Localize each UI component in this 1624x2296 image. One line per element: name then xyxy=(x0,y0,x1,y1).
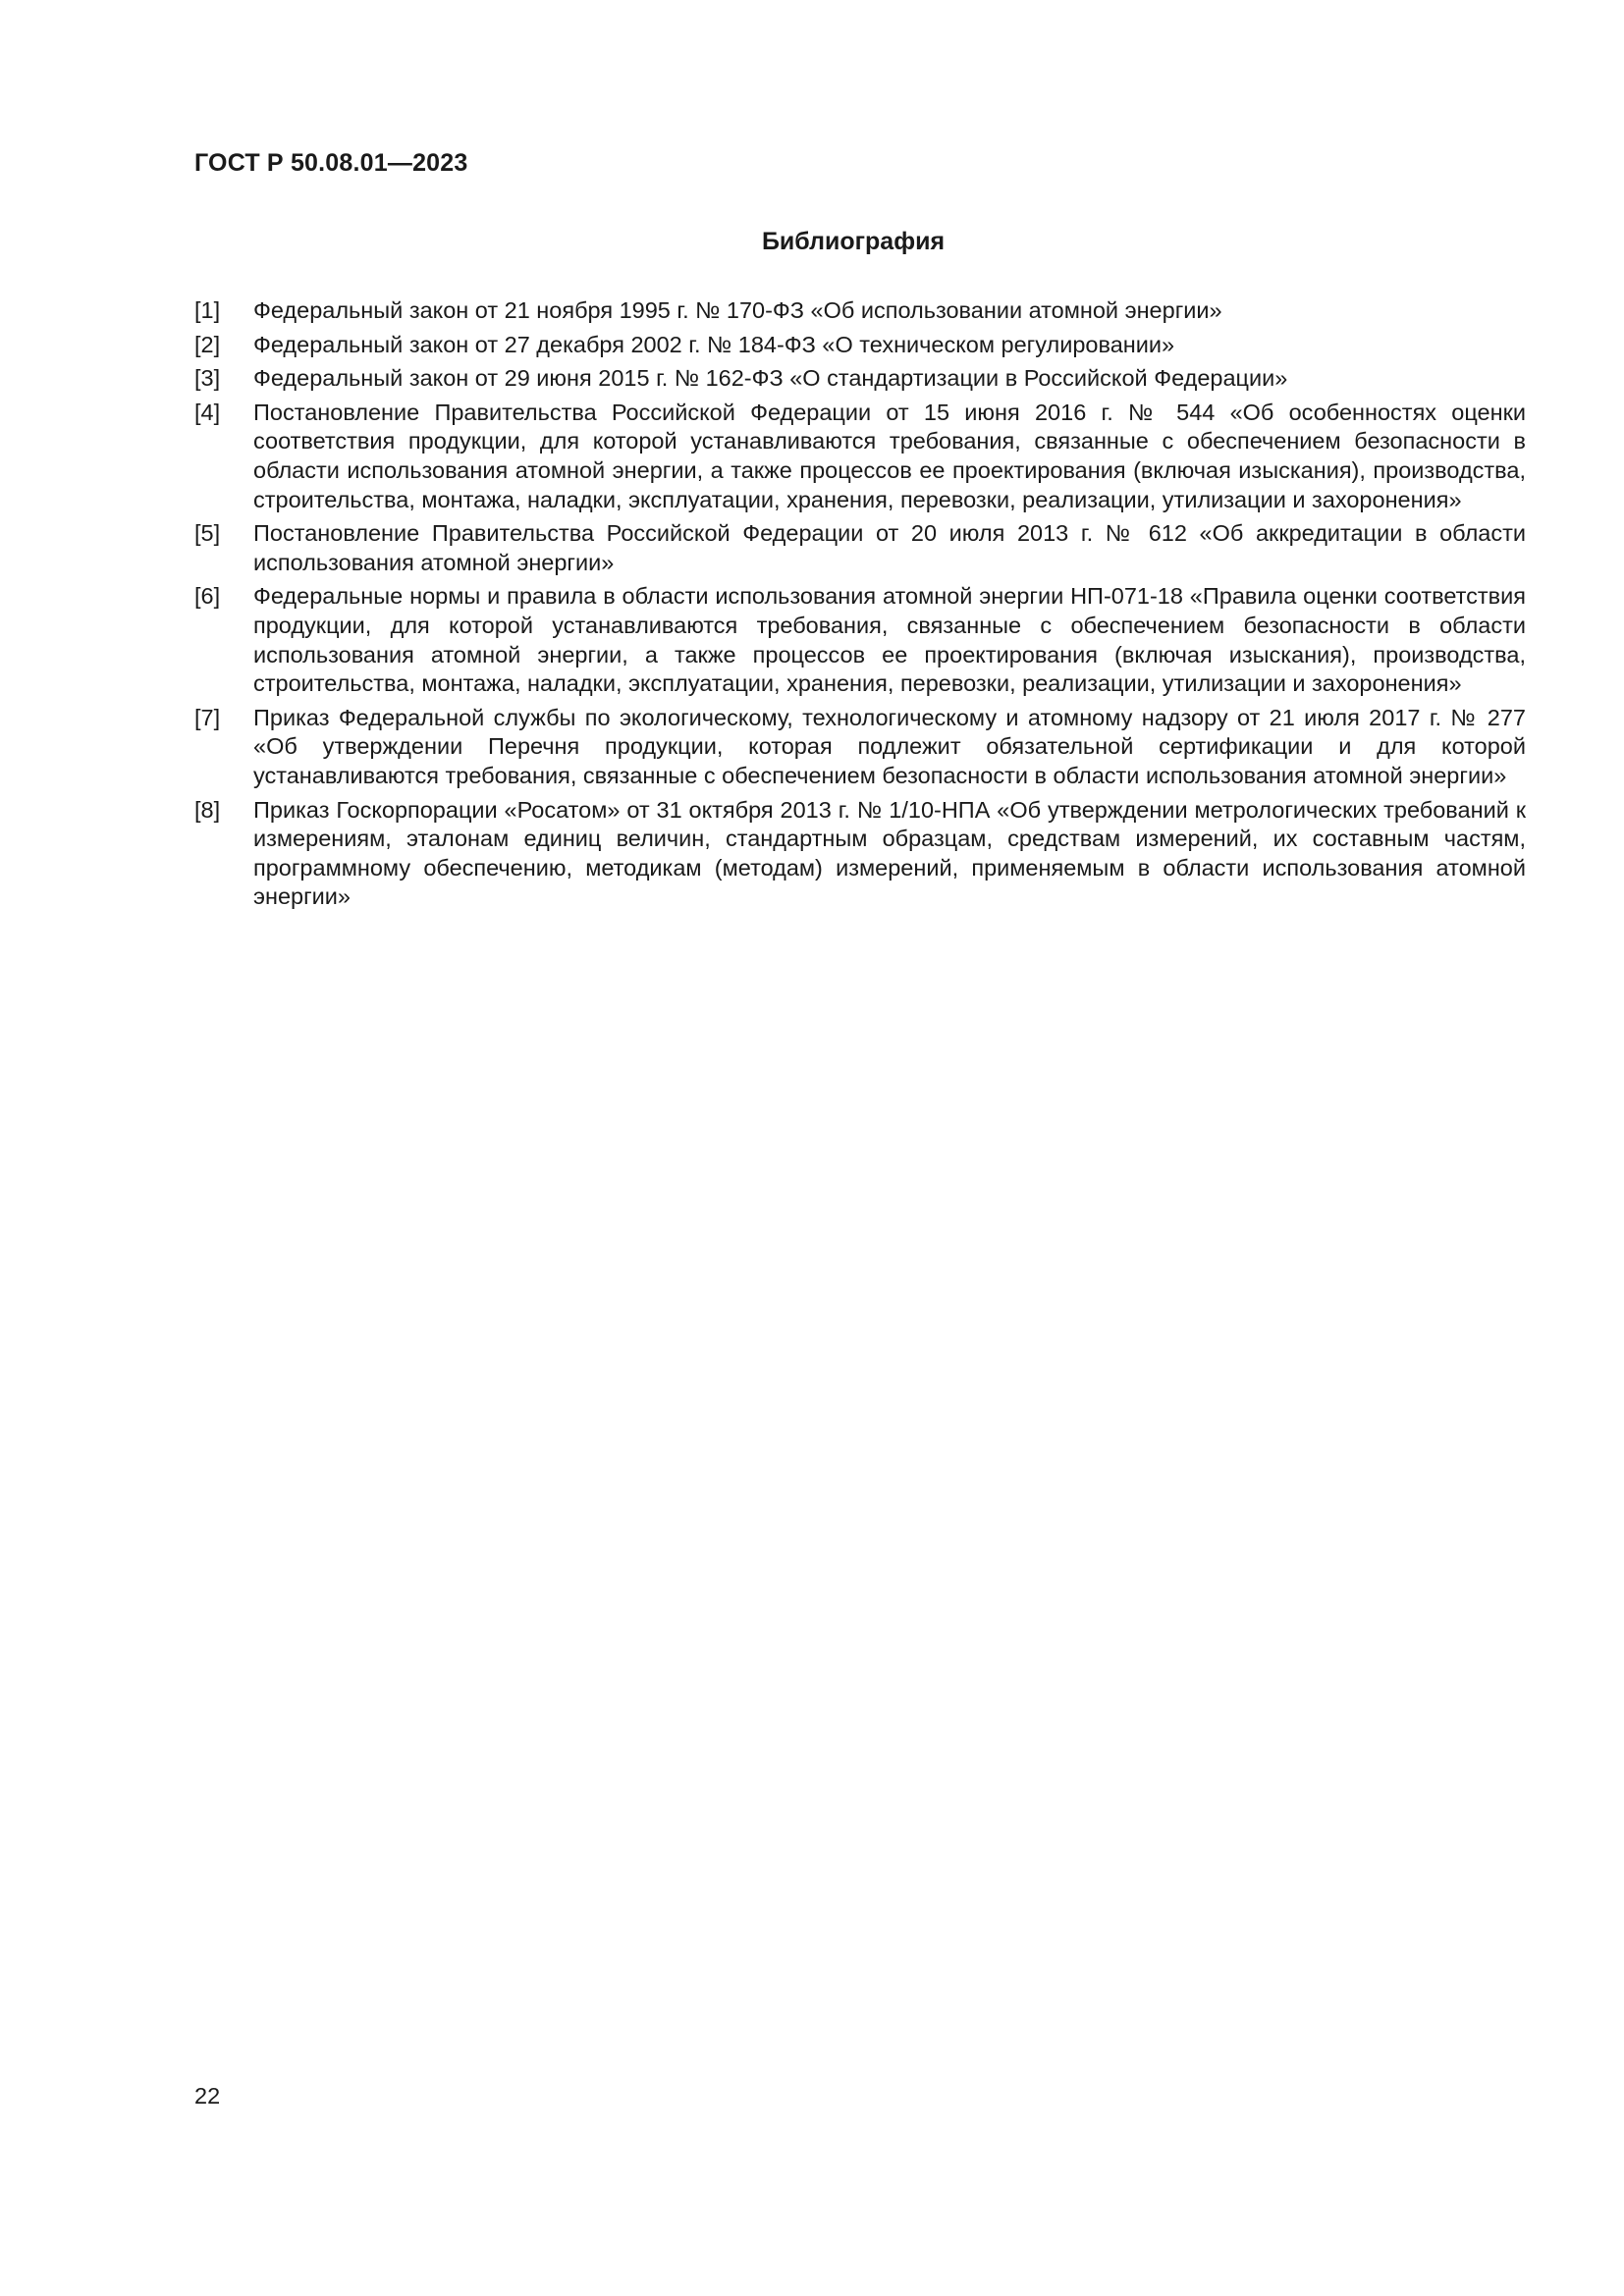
bibliography-item-text: Приказ Госкорпорации «Росатом» от 31 октября 2013 г. № 1/10-НПА «Об утверждении метрологических требований к измерениям, эталонам единиц величин, стандартным образцам, средствам измерений, их составным частям, программному обеспечению, методикам (методам) измерений, применяемым в области использования атомной энергии» xyxy=(253,796,1526,910)
bibliography-item-number: [1] xyxy=(194,297,221,323)
bibliography-item-text: Федеральный закон от 29 июня 2015 г. № 162-ФЗ «О стандартизации в Российской Федерации» xyxy=(253,365,1288,392)
page-number: 22 xyxy=(194,2083,221,2109)
bibliography-list xyxy=(194,296,1526,917)
bibliography-item-number: [6] xyxy=(194,583,221,610)
bibliography-item xyxy=(194,519,1526,577)
bibliography-item-text: Постановление Правительства Российской Федерации от 20 июля 2013 г. № 612 «Об аккредитации в области использования атомной энергии» xyxy=(253,520,1526,575)
bibliography-item-number: [4] xyxy=(194,399,221,425)
bibliography-item-text: Приказ Федеральной службы по экологическому, технологическому и атомному надзору от 21 июля 2017 г. № 277 «Об утверждении Перечня продукции, которая подлежит обязательной сертификации и для которой устанавливаются требования, связанные с обеспечением безопасности в области использования атомной энергии» xyxy=(253,704,1526,788)
bibliography-item xyxy=(194,796,1526,912)
bibliography-item-text: Федеральный закон от 27 декабря 2002 г. № 184-ФЗ «О техническом регулировании» xyxy=(253,331,1175,357)
bibliography-item xyxy=(194,296,1526,326)
bibliography-item-number: [5] xyxy=(194,520,221,547)
bibliography-item xyxy=(194,399,1526,514)
bibliography-item-text: Федеральные нормы и правила в области использования атомной энергии НП-071-18 «Правила оценки соответствия продукции, для которой устанавливаются требования, связанные с обеспечением безопасности в области использования атомной энергии, а также процессов ее проектирования (включая изыскания), производства, строительства, монтажа, наладки, эксплуатации, хранения, перевозки, реализации, утилизации и захоронения» xyxy=(253,583,1526,697)
bibliography-item-number: [8] xyxy=(194,796,221,823)
bibliography-item-number: [7] xyxy=(194,704,221,730)
section-title: Библиография xyxy=(761,228,946,255)
bibliography-item xyxy=(194,364,1526,394)
document-code-header: ГОСТ Р 50.08.01—2023 xyxy=(194,149,468,177)
bibliography-item xyxy=(194,704,1526,791)
bibliography-item-text: Постановление Правительства Российской Федерации от 15 июня 2016 г. № 544 «Об особенностях оценки соответствия продукции, для которой устанавливаются требования, связанные с обеспечением безопасности в области использования атомной энергии, а также процессов ее проектирования (включая изыскания), производства, строительства, монтажа, наладки, эксплуатации, хранения, перевозки, реализации, утилизации и захоронения» xyxy=(253,399,1526,512)
bibliography-item-text: Федеральный закон от 21 ноября 1995 г. № 170-ФЗ «Об использовании атомной энергии» xyxy=(253,297,1222,323)
bibliography-item-number: [2] xyxy=(194,331,221,357)
bibliography-item xyxy=(194,331,1526,360)
bibliography-item-number: [3] xyxy=(194,365,221,392)
bibliography-item xyxy=(194,582,1526,698)
